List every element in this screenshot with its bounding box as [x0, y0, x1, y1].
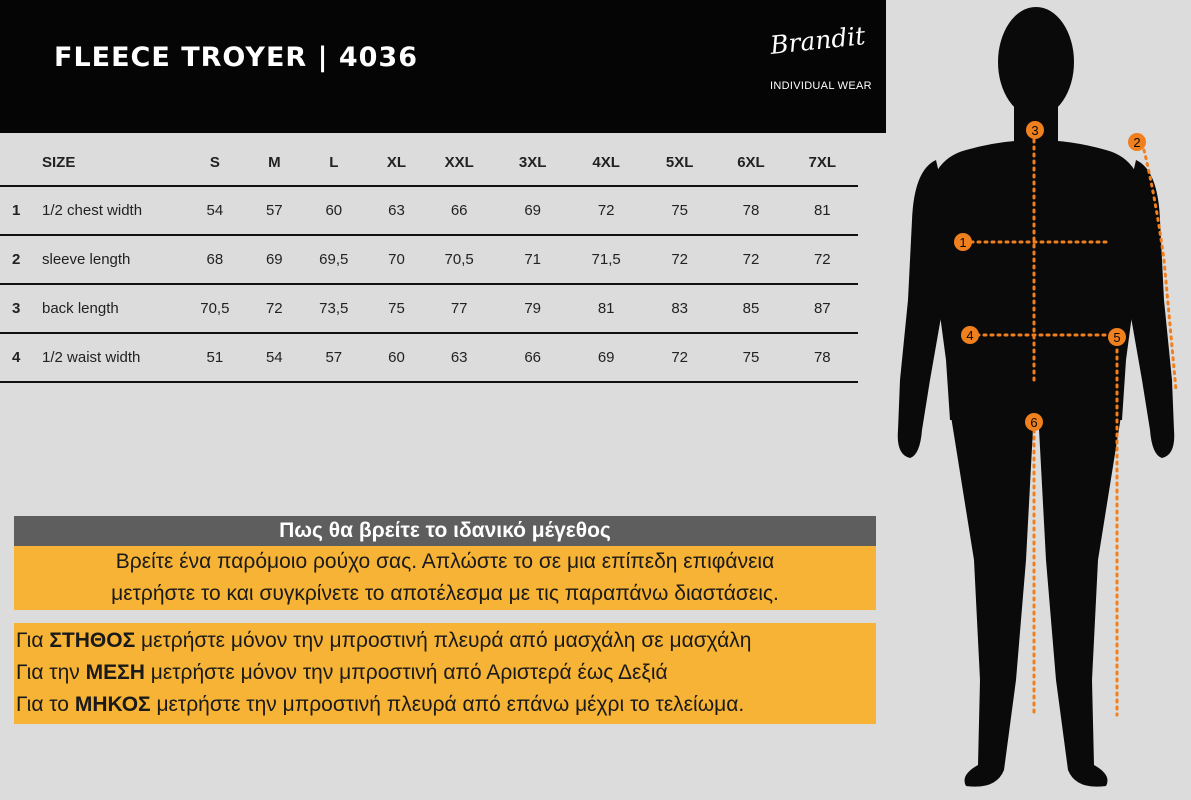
size-value: 79	[497, 284, 568, 333]
instruction-waist	[16, 657, 876, 689]
row-label: sleeve length	[42, 235, 177, 284]
size-value: 51	[177, 333, 253, 382]
instruction-text: Για	[16, 629, 50, 652]
size-value: 72	[787, 235, 858, 284]
row-number: 3	[0, 284, 42, 333]
marker-3	[1026, 121, 1044, 139]
brand-logo: Brandit	[768, 21, 867, 60]
size-value: 81	[787, 186, 858, 235]
row-label: back length	[42, 284, 177, 333]
instruction-text: μετρήστε την μπροστινή πλευρά από επάνω μέχρι το τελείωμα.	[150, 693, 745, 716]
size-header: M	[253, 140, 296, 186]
size-value: 60	[372, 333, 422, 382]
marker-5	[1108, 328, 1126, 346]
size-value: 57	[296, 333, 372, 382]
size-table-header	[0, 140, 858, 186]
brand-tagline: INDIVIDUAL WEAR	[770, 80, 872, 92]
table-row	[0, 284, 858, 333]
instruction-text: μετρήστε μόνον την μπροστινή πλευρά από μασχάλη σε μασχάλη	[135, 629, 752, 652]
size-value: 54	[177, 186, 253, 235]
size-header: S	[177, 140, 253, 186]
product-title: FLEECE TROYER | 4036	[54, 42, 418, 73]
instruction-keyword: ΜΕΣΗ	[85, 661, 145, 684]
guide-intro-line: Βρείτε ένα παρόμοιο ρούχο σας. Απλώστε το σε μια επίπεδη επιφάνεια	[115, 550, 775, 573]
instruction-chest	[16, 625, 876, 657]
size-header-label: SIZE	[42, 140, 177, 186]
table-row	[0, 333, 858, 382]
size-value: 63	[372, 186, 422, 235]
marker-2	[1128, 133, 1146, 151]
size-value: 87	[787, 284, 858, 333]
size-header: 7XL	[787, 140, 858, 186]
marker-3-label: 3	[1031, 123, 1039, 138]
table-row	[0, 235, 858, 284]
instruction-length	[16, 689, 876, 721]
instruction-keyword: ΣΤΗΘΟΣ	[49, 629, 136, 652]
size-value: 72	[644, 235, 715, 284]
size-value: 60	[296, 186, 372, 235]
size-value: 75	[644, 186, 715, 235]
row-label: 1/2 chest width	[42, 186, 177, 235]
guide-heading: Πως θα βρείτε το ιδανικό μέγεθος	[14, 516, 876, 546]
size-value: 69	[568, 333, 644, 382]
size-value: 81	[568, 284, 644, 333]
size-value: 72	[568, 186, 644, 235]
instruction-text: μετρήστε μόνον την μπροστινή από Αριστερά έως Δεξιά	[144, 661, 668, 684]
size-table	[0, 140, 858, 383]
size-header: 3XL	[497, 140, 568, 186]
guide-intro	[14, 546, 876, 610]
size-value: 69	[253, 235, 296, 284]
size-value: 71	[497, 235, 568, 284]
header-num-cell	[0, 140, 42, 186]
size-header: 5XL	[644, 140, 715, 186]
size-value: 78	[715, 186, 786, 235]
size-value: 63	[421, 333, 497, 382]
size-header: XXL	[421, 140, 497, 186]
row-number: 4	[0, 333, 42, 382]
size-value: 75	[372, 284, 422, 333]
size-value: 70,5	[177, 284, 253, 333]
marker-1-label: 1	[959, 235, 967, 250]
size-value: 70,5	[421, 235, 497, 284]
size-value: 72	[253, 284, 296, 333]
size-value: 69,5	[296, 235, 372, 284]
size-value: 57	[253, 186, 296, 235]
row-number: 2	[0, 235, 42, 284]
size-value: 68	[177, 235, 253, 284]
header-banner	[0, 0, 886, 133]
size-value: 77	[421, 284, 497, 333]
body-measurement-figure	[886, 0, 1191, 800]
size-value: 69	[497, 186, 568, 235]
size-value: 70	[372, 235, 422, 284]
size-value: 78	[787, 333, 858, 382]
instruction-keyword: ΜΗΚΟΣ	[74, 693, 151, 716]
size-value: 85	[715, 284, 786, 333]
marker-1	[954, 233, 972, 251]
size-value: 54	[253, 333, 296, 382]
guide-instructions	[14, 623, 876, 724]
size-header: 6XL	[715, 140, 786, 186]
table-row	[0, 186, 858, 235]
size-value: 73,5	[296, 284, 372, 333]
size-value: 72	[644, 333, 715, 382]
size-header: 4XL	[568, 140, 644, 186]
instruction-text: Για το	[16, 693, 75, 716]
marker-6	[1025, 413, 1043, 431]
size-header: XL	[372, 140, 422, 186]
marker-4-label: 4	[966, 328, 974, 343]
guide-intro-line: μετρήστε το και συγκρίνετε το αποτέλεσμα με τις παραπάνω διαστάσεις.	[111, 582, 779, 605]
instruction-text: Για την	[16, 661, 86, 684]
row-number: 1	[0, 186, 42, 235]
marker-2-label: 2	[1133, 135, 1141, 150]
size-value: 72	[715, 235, 786, 284]
size-value: 66	[421, 186, 497, 235]
row-label: 1/2 waist width	[42, 333, 177, 382]
marker-5-label: 5	[1113, 330, 1121, 345]
size-header: L	[296, 140, 372, 186]
marker-6-label: 6	[1030, 415, 1038, 430]
size-value: 75	[715, 333, 786, 382]
size-value: 71,5	[568, 235, 644, 284]
size-value: 83	[644, 284, 715, 333]
size-value: 66	[497, 333, 568, 382]
marker-4	[961, 326, 979, 344]
